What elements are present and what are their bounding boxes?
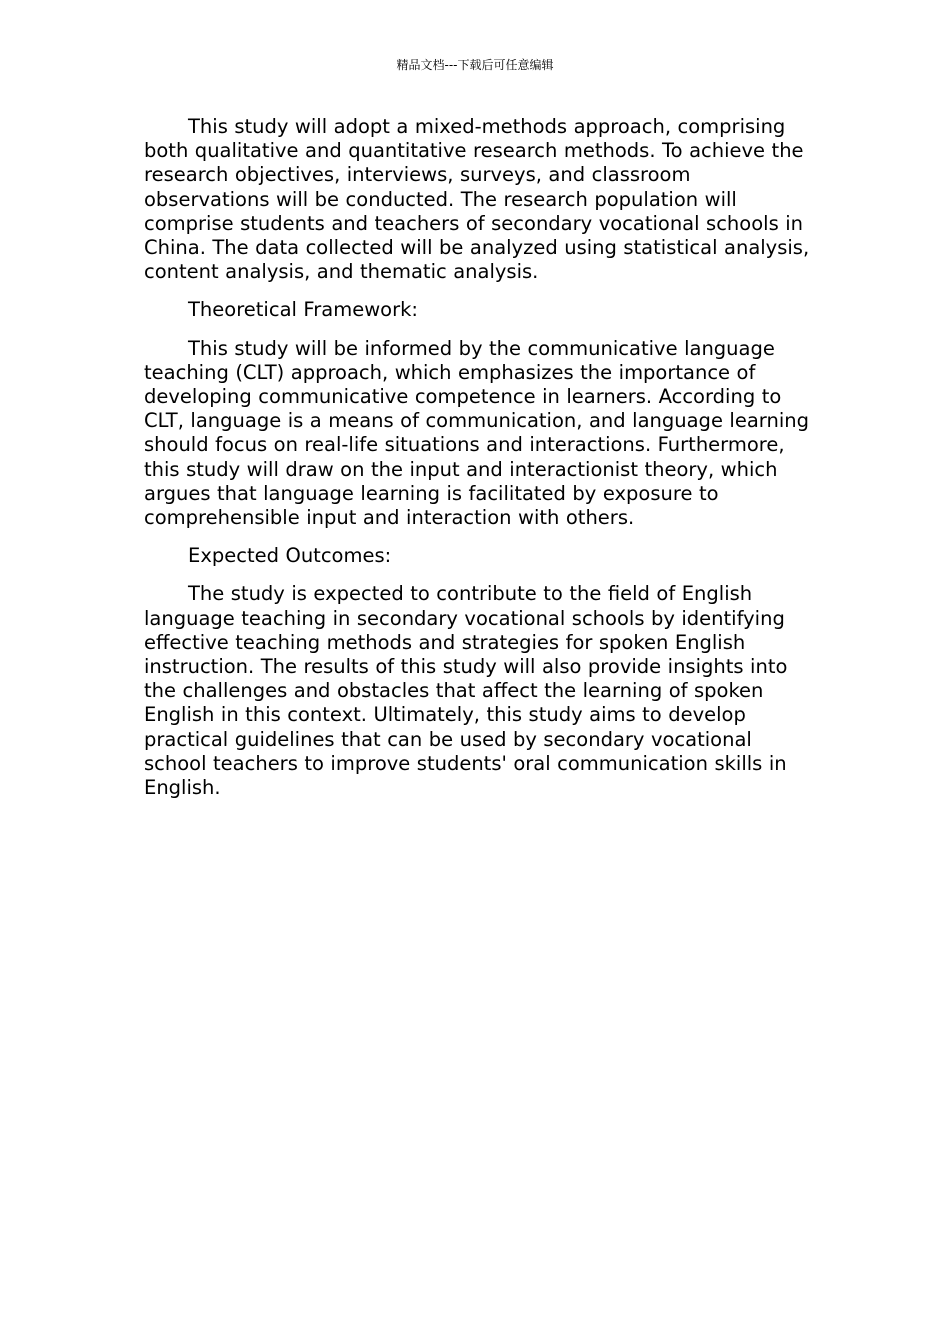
expected-outcomes-heading: Expected Outcomes: — [188, 544, 392, 568]
theoretical-framework-paragraph: This study will be informed by the communicative language teaching (CLT) approach, which emphasizes the importance of developing communicative competence in learners. According to CLT, language is a means of communication, and language learning should focus on real-life situations and interactions. Furthermore, this study will draw on the input and interactionist theory, which argues that language learning is facilitated by exposure to comprehensible input and interaction with others. — [144, 336, 809, 530]
page-header: 精品文档---下载后可任意编辑 — [396, 58, 554, 72]
methodology-paragraph: This study will adopt a mixed-methods approach, comprising both qualitative and quantitative research methods. To achieve the research objectives, interviews, surveys, and classroom observations will be conducted. The research population will comprise students and teachers of secondary vocational schools in China. The data collected will be analyzed using statistical analysis, content analysis, and thematic analysis. — [144, 115, 810, 284]
expected-outcomes-paragraph: The study is expected to contribute to the field of English language teaching in secondary vocational schools by identifying effective teaching methods and strategies for spoken English instruction. The results of this study will also provide insights into the challenges and obstacles that affect the learning of spoken English in this context. Ultimately, this study aims to develop practical guidelines that can be used by secondary vocational school teachers to improve students' oral communication skills in English. — [144, 582, 788, 800]
theoretical-framework-heading: Theoretical Framework: — [188, 298, 418, 322]
document-body — [144, 115, 810, 814]
